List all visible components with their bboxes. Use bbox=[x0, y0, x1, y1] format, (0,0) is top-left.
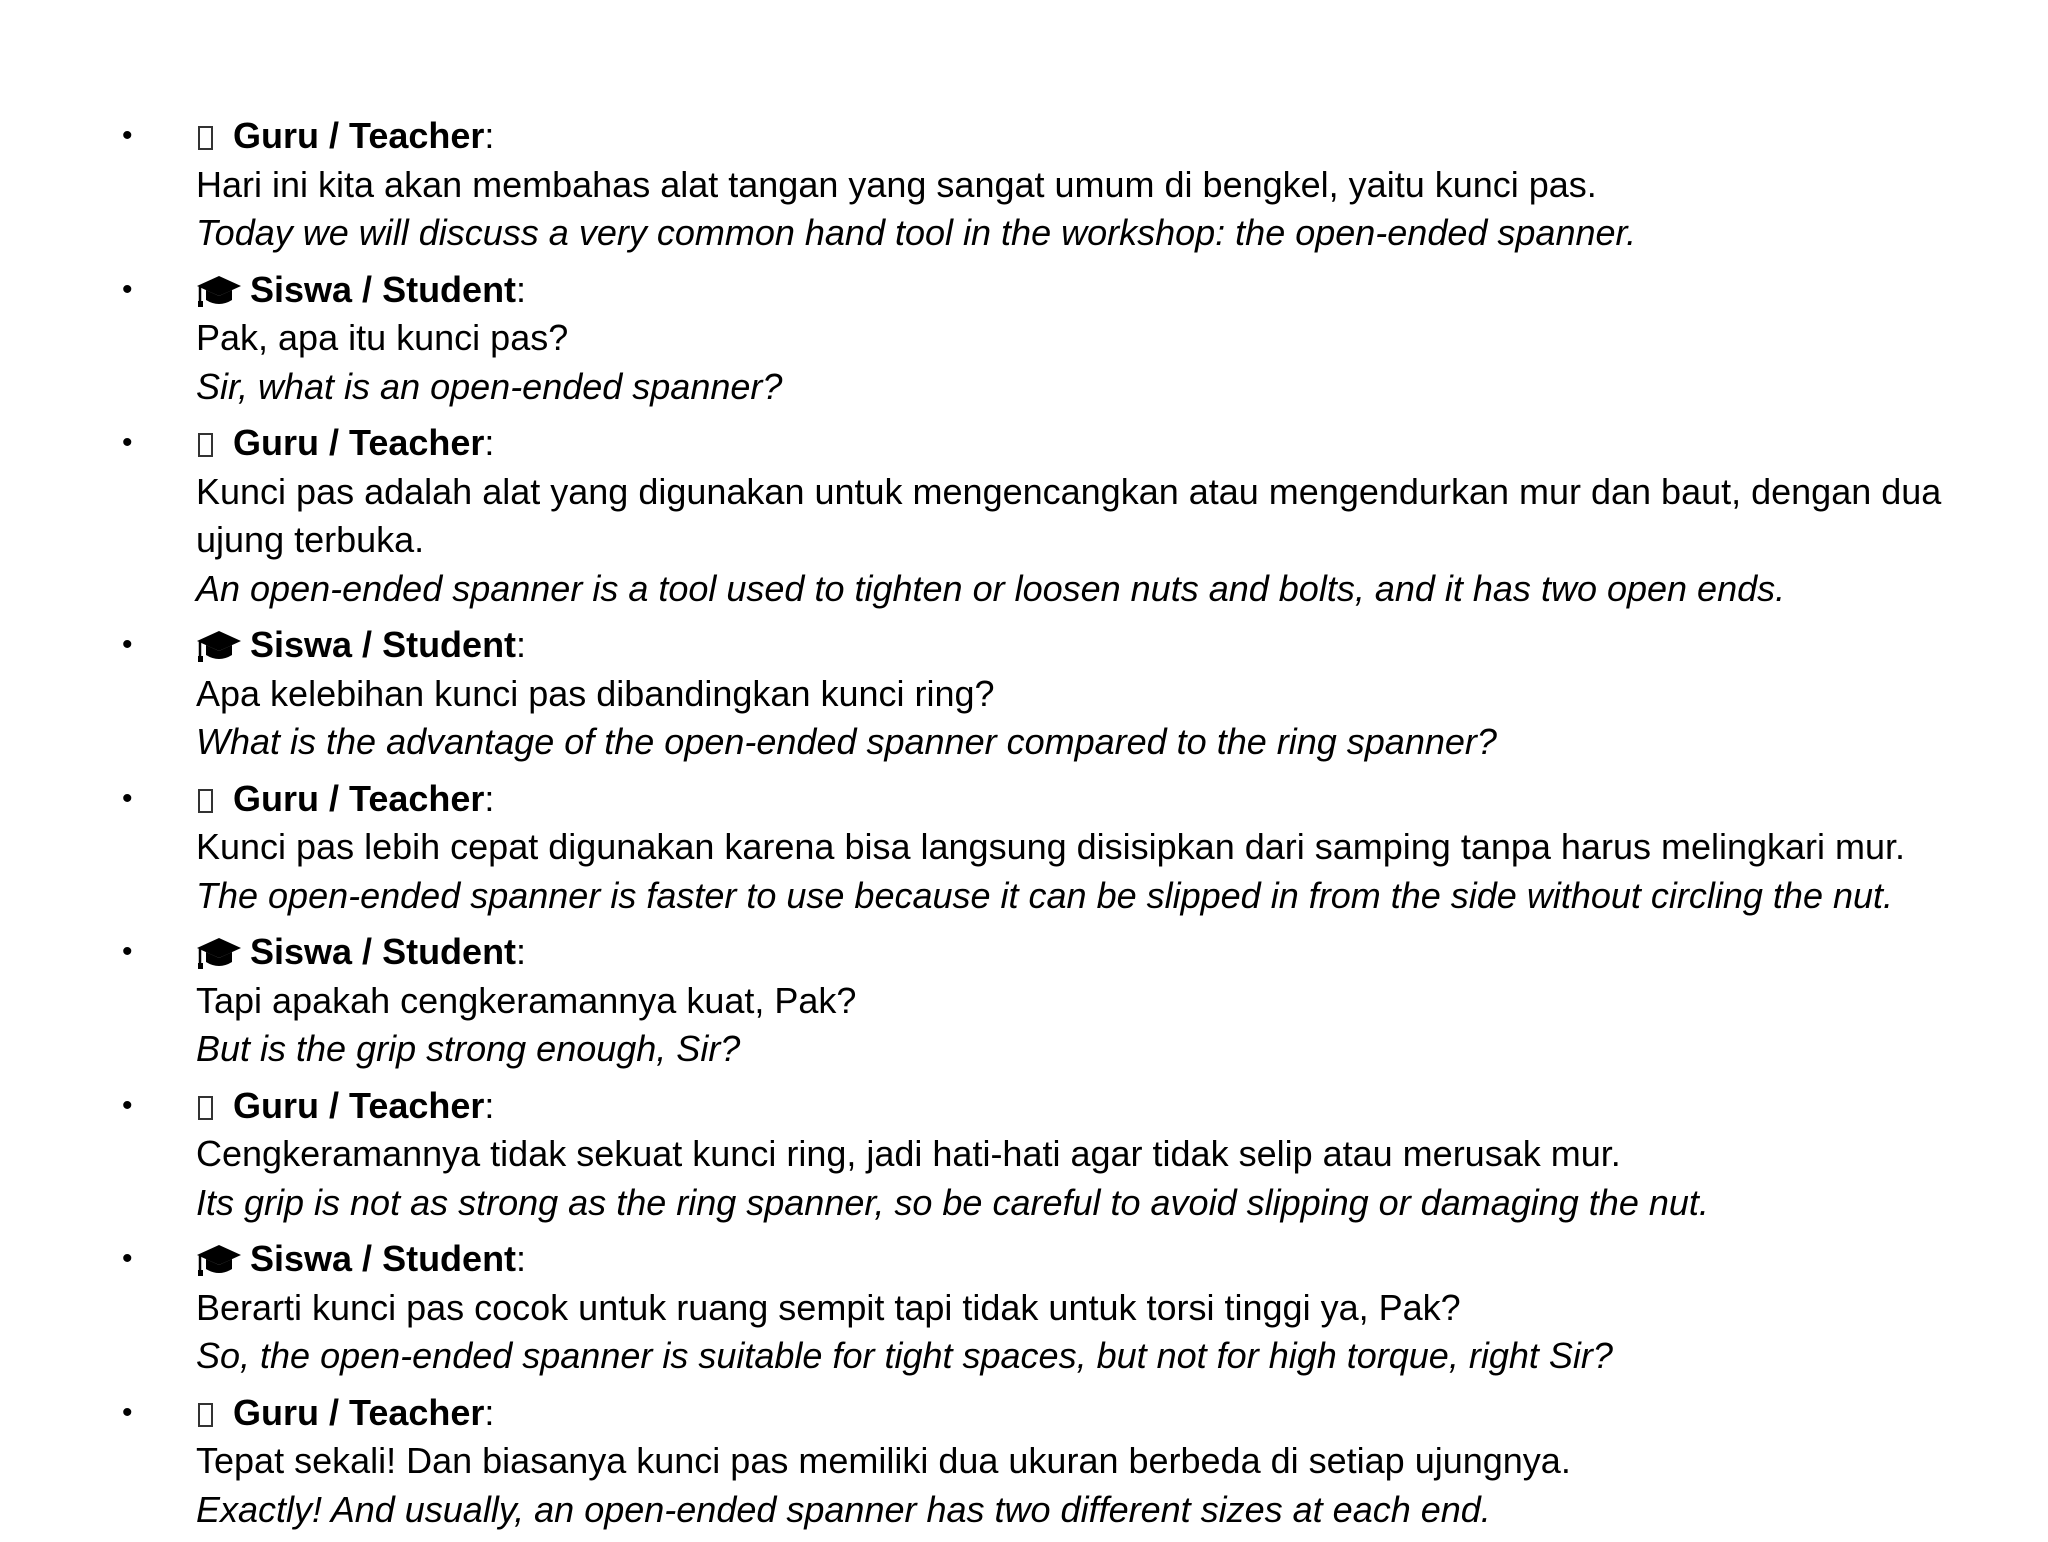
indonesian-text: Tapi apakah cengkeramannya kuat, Pak? bbox=[196, 979, 857, 1021]
speaker-line bbox=[196, 1389, 1988, 1438]
bullet: • bbox=[122, 628, 133, 661]
bullet: • bbox=[122, 426, 133, 459]
missing-glyph-icon bbox=[198, 1403, 213, 1427]
indonesian-text: Berarti kunci pas cocok untuk ruang sempit tapi tidak untuk torsi tinggi ya, Pak? bbox=[196, 1286, 1461, 1328]
missing-glyph-icon bbox=[198, 126, 213, 150]
indonesian-text: Pak, apa itu kunci pas? bbox=[196, 317, 569, 358]
english-translation: Sir, what is an open-ended spanner? bbox=[196, 365, 783, 407]
indonesian-text: Apa kelebihan kunci pas dibandingkan kunci ring? bbox=[196, 672, 995, 714]
indonesian-text: Tepat sekali! Dan biasanya kunci pas memiliki dua ukuran berbeda di setiap ujungnya. bbox=[196, 1440, 1571, 1481]
missing-glyph-icon bbox=[198, 433, 213, 457]
speaker-colon: : bbox=[484, 1391, 495, 1433]
english-translation: The open-ended spanner is faster to use because it can be slipped in from the side without circling the nut. bbox=[196, 874, 1894, 916]
speaker-name: Guru / Teacher bbox=[233, 115, 485, 156]
dialogue-turn-teacher bbox=[0, 419, 2048, 613]
bullet: • bbox=[122, 935, 133, 968]
indonesian-text: Kunci pas lebih cepat digunakan karena bisa langsung disisipkan dari samping tanpa harus melingkari mur. bbox=[196, 826, 1906, 867]
graduation-cap-icon bbox=[196, 274, 242, 308]
dialogue-turn-teacher bbox=[0, 1389, 2048, 1535]
indonesian-text: Kunci pas adalah alat yang digunakan untuk mengencangkan atau mengendurkan mur dan baut, dengan dua ujung terbuka. bbox=[196, 470, 1942, 560]
english-translation: Today we will discuss a very common hand tool in the workshop: the open-ended spanner. bbox=[196, 212, 1637, 253]
speaker-line bbox=[196, 1082, 1988, 1131]
dialogue-turn-student bbox=[0, 621, 2048, 767]
speaker-line bbox=[196, 419, 1988, 468]
missing-glyph-icon bbox=[198, 789, 213, 813]
speaker-name: Guru / Teacher bbox=[233, 1084, 485, 1126]
bullet: • bbox=[122, 119, 133, 152]
speaker-line bbox=[196, 775, 1988, 824]
indonesian-text: Hari ini kita akan membahas alat tangan yang sangat umum di bengkel, yaitu kunci pas. bbox=[196, 163, 1597, 205]
speaker-colon: : bbox=[484, 777, 495, 819]
graduation-cap-icon bbox=[196, 936, 242, 970]
speaker-name: Guru / Teacher bbox=[233, 1391, 485, 1433]
speaker-colon: : bbox=[516, 1238, 527, 1279]
speaker-name: Guru / Teacher bbox=[233, 777, 485, 819]
dialogue-turn-student bbox=[0, 1235, 2048, 1381]
speaker-name: Siswa / Student bbox=[250, 268, 517, 310]
english-translation: So, the open-ended spanner is suitable for tight spaces, but not for high torque, right Sir? bbox=[196, 1335, 1613, 1376]
speaker-colon: : bbox=[516, 931, 527, 972]
bullet: • bbox=[122, 1395, 133, 1429]
graduation-cap-icon bbox=[196, 629, 242, 663]
speaker-name: Siswa / Student bbox=[250, 931, 517, 972]
dialogue-list bbox=[0, 112, 2048, 1542]
graduation-cap-icon bbox=[196, 1243, 242, 1277]
bullet: • bbox=[122, 781, 133, 815]
speaker-name: Guru / Teacher bbox=[233, 422, 485, 463]
dialogue-turn-teacher bbox=[0, 1082, 2048, 1228]
english-translation: But is the grip strong enough, Sir? bbox=[196, 1028, 741, 1069]
speaker-line bbox=[196, 1235, 1988, 1284]
speaker-colon: : bbox=[484, 1084, 495, 1126]
speaker-name: Siswa / Student bbox=[250, 624, 517, 665]
english-translation: An open-ended spanner is a tool used to tighten or loosen nuts and bolts, and it has two open ends. bbox=[196, 567, 1786, 609]
bullet: • bbox=[122, 272, 133, 306]
dialogue-turn-student bbox=[0, 266, 2048, 412]
speaker-line bbox=[196, 112, 1988, 161]
missing-glyph-icon bbox=[198, 1096, 213, 1120]
dialogue-turn-teacher bbox=[0, 775, 2048, 921]
bullet: • bbox=[122, 1242, 133, 1275]
speaker-line bbox=[196, 928, 1988, 977]
speaker-name: Siswa / Student bbox=[250, 1238, 517, 1279]
speaker-line bbox=[196, 266, 1988, 315]
english-translation: Its grip is not as strong as the ring spanner, so be careful to avoid slipping or damaging the nut. bbox=[196, 1181, 1709, 1223]
english-translation: What is the advantage of the open-ended spanner compared to the ring spanner? bbox=[196, 721, 1497, 762]
bullet: • bbox=[122, 1088, 133, 1122]
indonesian-text: Cengkeramannya tidak sekuat kunci ring, jadi hati-hati agar tidak selip atau merusak mur. bbox=[196, 1133, 1621, 1174]
speaker-colon: : bbox=[484, 422, 495, 463]
speaker-line bbox=[196, 621, 1988, 670]
dialogue-turn-student bbox=[0, 928, 2048, 1074]
speaker-colon: : bbox=[516, 268, 527, 310]
speaker-colon: : bbox=[516, 624, 527, 665]
speaker-colon: : bbox=[484, 115, 495, 156]
dialogue-turn-teacher bbox=[0, 112, 2048, 258]
english-translation: Exactly! And usually, an open-ended spanner has two different sizes at each end. bbox=[196, 1488, 1491, 1530]
